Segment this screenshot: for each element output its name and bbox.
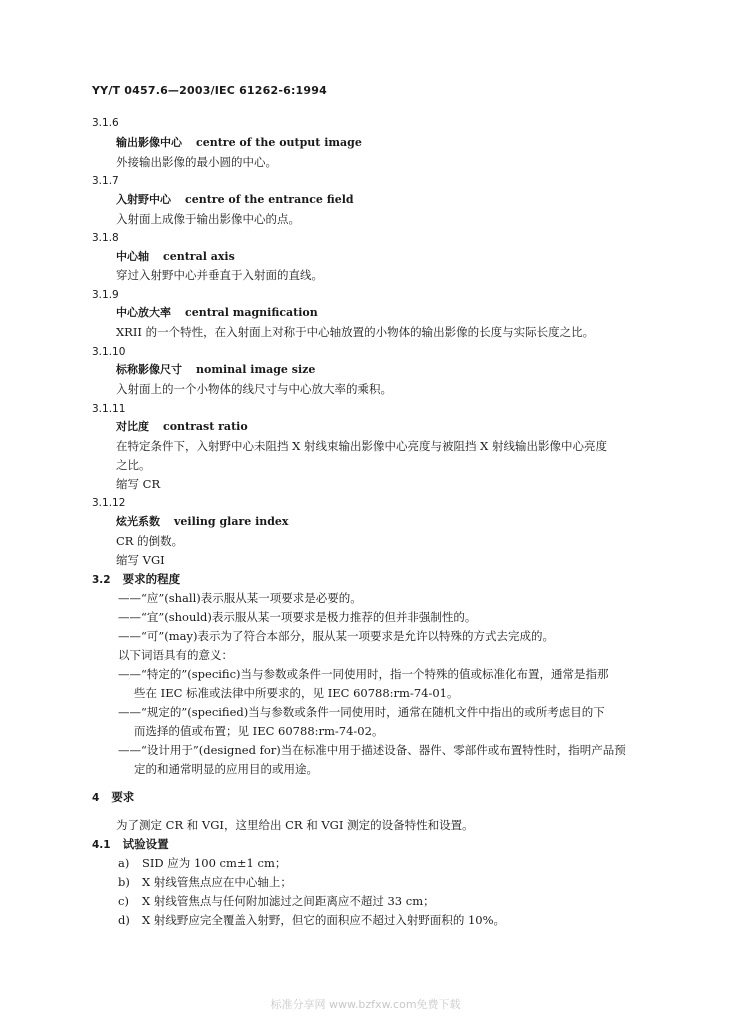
term-en: centre of the output image <box>196 136 362 149</box>
definition-item: ——“规定的”(specified)当与参数或条件一同使用时，通常在随机文件中指出的或所考虑目的下 <box>118 705 605 719</box>
term-definition-cont: 之比。 <box>116 458 151 472</box>
list-letter: c) <box>118 894 129 908</box>
term-zh: 入射野中心 <box>116 193 171 206</box>
term-heading <box>116 250 235 264</box>
term-definition: 外接输出影像的最小圆的中心。 <box>116 155 277 169</box>
term-definition: 在特定条件下，入射野中心未阻挡 X 射线束输出影像中心亮度与被阻挡 X 射线输出影像中心亮度 <box>116 439 607 453</box>
section-heading <box>92 837 169 852</box>
section-title: 试验设置 <box>122 837 169 851</box>
definition-item: ——“设计用于”(designed for)当在标准中用于描述设备、器件、零部件或布置特性时，指明产品预 <box>118 743 626 757</box>
term-heading <box>116 306 318 320</box>
list-item: X 射线野应完全覆盖入射野，但它的面积应不超过入射野面积的 10%。 <box>142 913 506 927</box>
term-en: central magnification <box>185 306 318 319</box>
list-letter: b) <box>118 875 130 889</box>
section-title: 要求的程度 <box>122 572 181 586</box>
section-heading <box>92 572 180 587</box>
term-heading <box>116 515 289 529</box>
term-definition: CR 的倒数。 <box>116 534 184 548</box>
section-title: 要求 <box>111 790 135 804</box>
term-en: centre of the entrance field <box>185 193 354 206</box>
term-en: central axis <box>163 250 235 263</box>
term-en: nominal image size <box>196 363 316 376</box>
term-definition: 穿过入射野中心并垂直于入射面的直线。 <box>116 268 323 282</box>
term-number: 3.1.9 <box>92 289 119 301</box>
term-definition: XRII 的一个特性，在入射面上对称于中心轴放置的小物体的输出影像的长度与实际长度之比。 <box>116 325 595 339</box>
term-zh: 输出影像中心 <box>116 136 182 149</box>
site-watermark: 标准分享网 www.bzfxw.com免费下载 <box>270 998 461 1011</box>
section-number: 4.1 <box>92 839 111 851</box>
definition-item-cont: 些在 IEC 标准或法律中所要求的，见 IEC 60788:rm-74-01。 <box>134 686 459 700</box>
term-number: 3.1.6 <box>92 117 119 129</box>
list-item: SID 应为 100 cm±1 cm； <box>142 856 287 870</box>
term-zh: 标称影像尺寸 <box>116 363 182 376</box>
term-abbreviation: 缩写 CR <box>116 477 161 491</box>
term-zh: 对比度 <box>116 420 149 433</box>
section-text: 为了测定 CR 和 VGI，这里给出 CR 和 VGI 测定的设备特性和设置。 <box>116 818 474 832</box>
definitions-intro: 以下词语具有的意义： <box>118 648 233 662</box>
definition-item-cont: 定的和通常明显的应用目的或用途。 <box>134 762 318 776</box>
term-abbreviation: 缩写 VGI <box>116 553 165 567</box>
term-en: contrast ratio <box>163 420 248 433</box>
requirement-item: ——“宜”(should)表示服从某一项要求是极力推荐的但并非强制性的。 <box>118 610 477 624</box>
requirement-item: ——“可”(may)表示为了符合本部分，服从某一项要求是允许以特殊的方式去完成的。 <box>118 629 554 643</box>
definition-item-cont: 而选择的值或布置；见 IEC 60788:rm-74-02。 <box>134 724 384 738</box>
requirement-item: ——“应”(shall)表示服从某一项要求是必要的。 <box>118 591 362 605</box>
list-item: X 射线管焦点应在中心轴上； <box>142 875 292 889</box>
definition-item: ——“特定的”(specific)当与参数或条件一同使用时，指一个特殊的值或标准化布置，通常是指那 <box>118 667 609 681</box>
term-number: 3.1.12 <box>92 497 126 509</box>
term-zh: 中心放大率 <box>116 306 171 319</box>
term-heading <box>116 420 248 434</box>
term-number: 3.1.7 <box>92 175 119 187</box>
list-item: X 射线管焦点与任何附加滤过之间距离应不超过 33 cm； <box>142 894 435 908</box>
list-letter: a) <box>118 856 130 870</box>
term-zh: 中心轴 <box>116 250 149 263</box>
term-zh: 炫光系数 <box>116 515 160 528</box>
term-en: veiling glare index <box>174 515 289 528</box>
term-heading <box>116 193 354 207</box>
term-number: 3.1.10 <box>92 346 126 358</box>
term-number: 3.1.11 <box>92 403 126 415</box>
list-letter: d) <box>118 913 130 927</box>
term-number: 3.1.8 <box>92 232 119 244</box>
term-heading <box>116 363 315 377</box>
term-heading <box>116 136 362 150</box>
section-number: 3.2 <box>92 574 111 586</box>
term-definition: 入射面上的一个小物体的线尺寸与中心放大率的乘积。 <box>116 382 392 396</box>
standard-header: YY/T 0457.6—2003/IEC 61262-6:1994 <box>92 84 327 97</box>
section-heading <box>92 790 134 805</box>
term-definition: 入射面上成像于输出影像中心的点。 <box>116 212 300 226</box>
section-number: 4 <box>92 792 100 804</box>
